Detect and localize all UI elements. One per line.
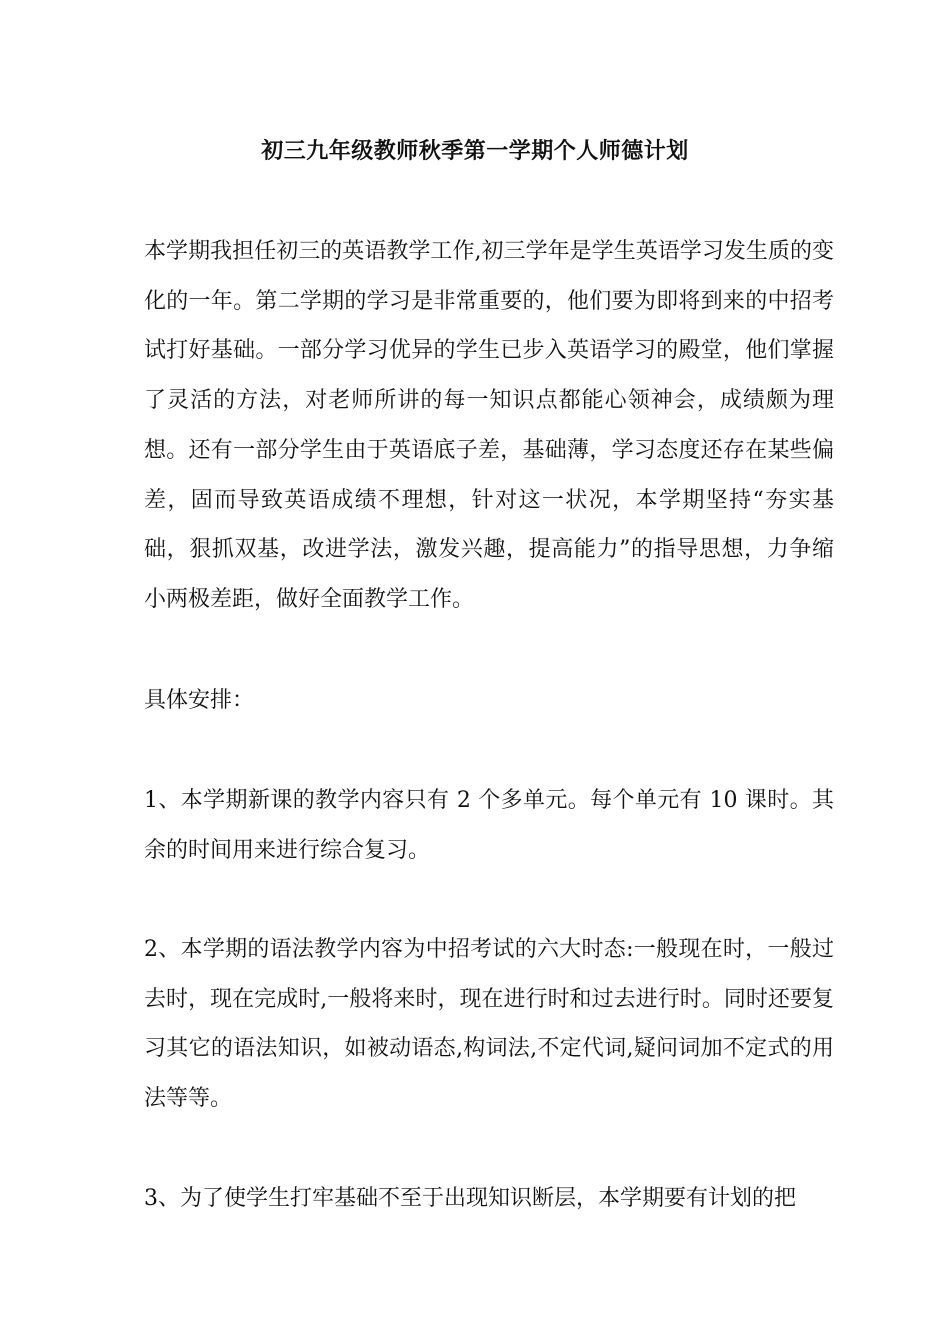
paragraph-item-2: 2、本学期的语法教学内容为中招考试的六大时态:一般现在时，一般过去时，现在完成时,一般将来时，现在进行时和过去进行时。同时还要复习其它的语法知识，如被动语态,构词法,不定代词,疑问词加不定式的用法等等。 xyxy=(144,937,834,1112)
paragraph-item-3: 3、为了使学生打牢基础不至于出现知识断层，本学期要有计划的把 xyxy=(144,1186,796,1211)
document-title: 初三九年级教师秋季第一学期个人师德计划 xyxy=(261,139,689,164)
paragraph-intro: 本学期我担任初三的英语教学工作,初三学年是学生英语学习发生质的变化的一年。第二学期的学习是非常重要的，他们要为即将到来的中招考试打好基础。一部分学习优异的学生已步入英语学习的殿堂，他们掌握了灵活的方法，对老师所讲的每一知识点都能心领神会，成绩颇为理想。还有一部分学生由于英语底子差，基础薄，学习态度还存在某些偏差，固而导致英语成绩不理想，针对这一状况，本学期坚持“夯实基础，狠抓双基，改进学法，激发兴趣，提高能力”的指导思想，力争缩小两极差距，做好全面教学工作。 xyxy=(144,239,834,612)
paragraph-item-1: 1、本学期新课的教学内容只有 2 个多单元。每个单元有 10 课时。其余的时间用来进行综合复习。 xyxy=(144,788,834,863)
paragraph-arrangement-heading: 具体安排： xyxy=(144,688,255,713)
